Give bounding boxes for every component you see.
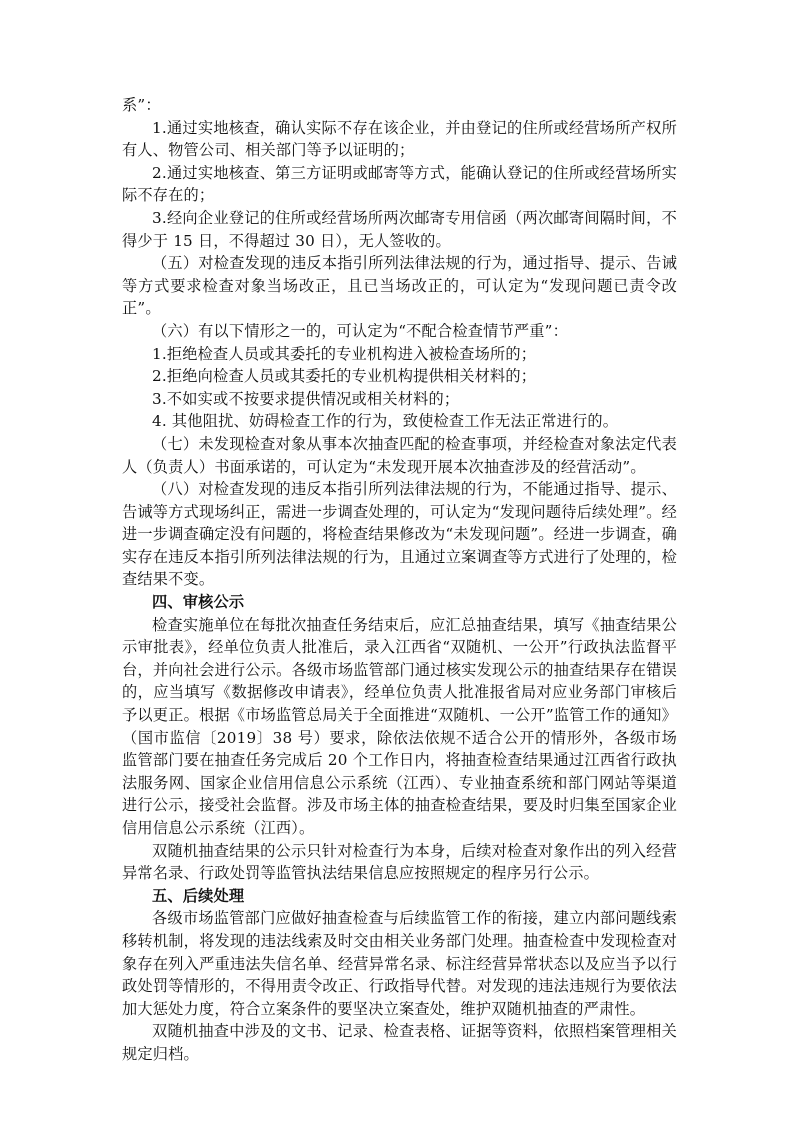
list-item: 3.经向企业登记的住所或经营场所两次邮寄专用信函（两次邮寄间隔时间，不得少于 15 日，不得超过 30 日），无人签收的。 <box>122 208 677 250</box>
list-item: 1.拒绝检查人员或其委托的专业机构进入被检查场所的； <box>152 344 537 363</box>
paragraph: （六）有以下情形之一的，可认定为“不配合检查情节严重”： <box>152 321 569 340</box>
section-heading: 五、后续处理 <box>152 886 245 905</box>
paragraph: 各级市场监管部门应做好抽查检查与后续监管工作的衔接，建立内部问题线索移转机制，将发现的违法线索及时交由相关业务部门处理。抽查检查中发现检查对象存在列入严重违法失信名单、经营异常名录、标注经营异常状态以及应当予以行政处罚等情形的，不得用责令改正、行政指导代替。对发现的违法违规行为要依法加大惩处力度，符合立案条件的要坚决立案查处，维护双随机抽查的严肃性。 <box>122 909 677 1018</box>
paragraph: 双随机抽查结果的公示只针对检查行为本身，后续对检查对象作出的列入经营异常名录、行政处罚等监管执法结果信息应按照规定的程序另行公示。 <box>122 841 677 883</box>
paragraph: 双随机抽查中涉及的文书、记录、检查表格、证据等资料，依照档案管理相关规定归档。 <box>122 1022 677 1063</box>
list-item: 4. 其他阻扰、妨碍检查工作的行为，致使检查工作无法正常进行的。 <box>152 412 619 431</box>
list-item: 1.通过实地核查，确认实际不存在该企业，并由登记的住所或经营场所产权所有人、物管公司、相关部门等予以证明的； <box>122 118 677 160</box>
paragraph: （七）未发现检查对象从事本次抽查匹配的检查事项，并经检查对象法定代表人（负责人）书面承诺的，可认定为“未发现开展本次抽查涉及的经营活动”。 <box>122 434 677 476</box>
list-item: 3.不如实或不按要求提供情况或相关材料的； <box>152 389 460 408</box>
paragraph: 检查实施单位在每批次抽查任务结束后，应汇总抽查结果，填写《抽查结果公示审批表》，经单位负责人批准后，录入江西省“双随机、一公开”行政执法监督平台，并向社会进行公示。各级市场监管部门通过核实发现公示的抽查结果存在错误的，应当填写《数据修改申请表》，经单位负责人批准报省局对应业务部门审核后予以更正。根据《市场监管总局关于全面推进“双随机、一公开”监管工作的通知》（国市监信〔2019〕38 号）要求，除依法依规不适合公开的情形外，各级市场监管部门要在抽查任务完成后 20 个工作日内，将抽查检查结果通过江西省行政执法服务网、国家企业信用信息公示系统（江西）、专业抽查系统和部门网站等渠道进行公示，接受社会监督。涉及市场主体的抽查检查结果，要及时归集至国家企业信用信息公示系统（江西）。 <box>122 615 677 837</box>
document-page <box>122 94 677 1066</box>
list-item: 2.拒绝向检查人员或其委托的专业机构提供相关材料的； <box>152 367 537 386</box>
list-item: 2.通过实地核查、第三方证明或邮寄等方式，能确认登记的住所或经营场所实际不存在的； <box>122 163 677 205</box>
paragraph-continuation: 系”： <box>122 96 161 114</box>
section-heading: 四、审核公示 <box>152 593 245 612</box>
paragraph: （八）对检查发现的违反本指引所列法律法规的行为，不能通过指导、提示、告诫等方式现场纠正，需进一步调查处理的，可认定为“发现问题待后续处理”。经进一步调查确定没有问题的，将检查结果修改为“未发现问题”。经进一步调查，确实存在违反本指引所列法律法规的行为，且通过立案调查等方式进行了处理的，检查结果不变。 <box>122 480 677 589</box>
paragraph: （五）对检查发现的违反本指引所列法律法规的行为，通过指导、提示、告诫等方式要求检查对象当场改正，且已当场改正的，可认定为“发现问题已责令改正”。 <box>122 254 677 318</box>
